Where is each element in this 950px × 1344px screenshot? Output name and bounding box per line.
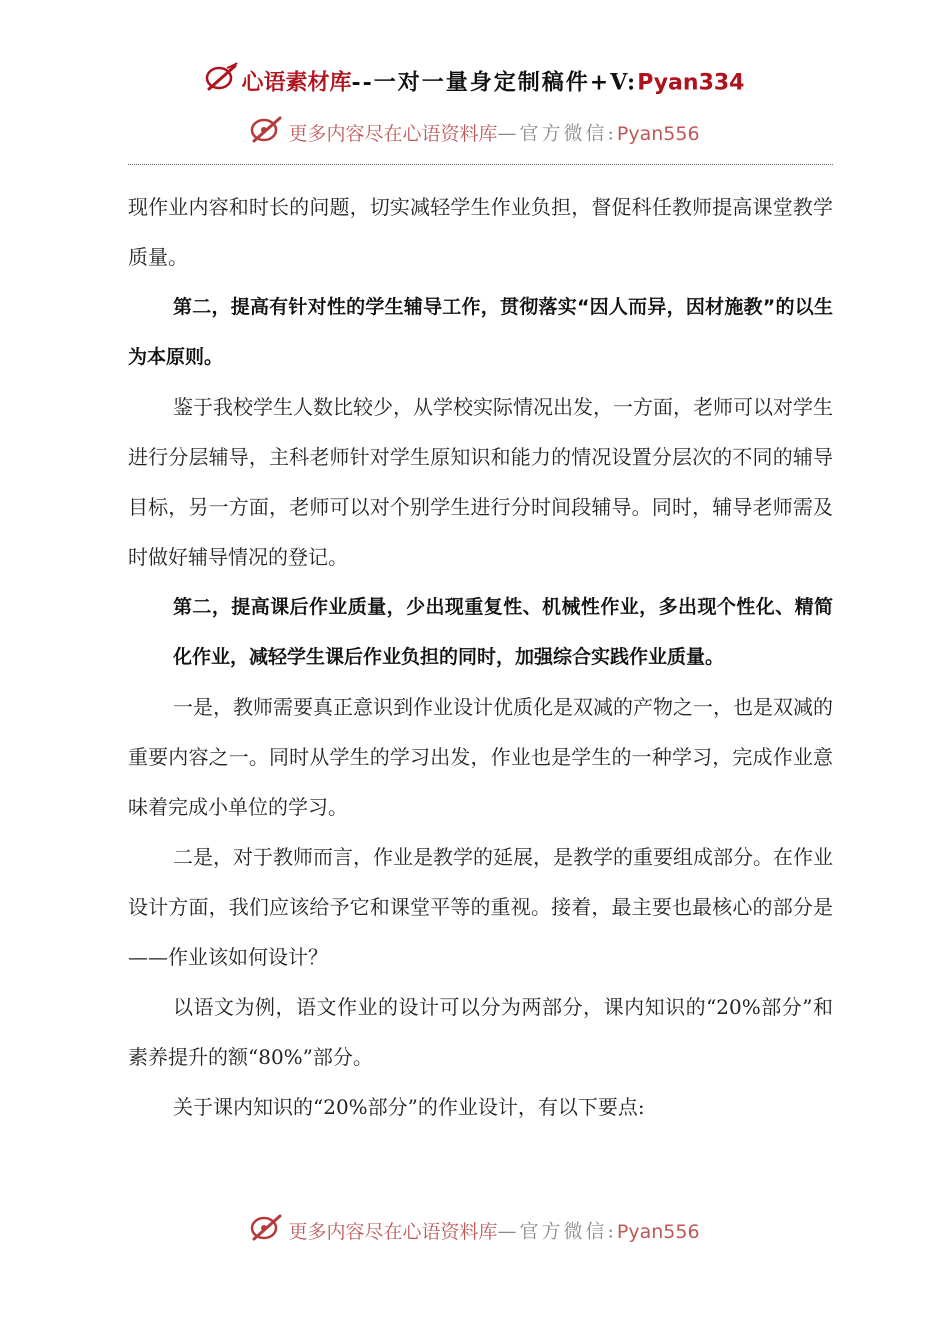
header-slogan: --一对一量身定制稿件+V:	[351, 69, 638, 96]
quill-logo-icon	[250, 114, 284, 155]
paragraph-3: 一是，教师需要真正意识到作业设计优质化是双减的产物之一，也是双减的重要内容之一。同时从学生的学习出发，作业也是学生的一种学习，完成作业意味着完成小单位的学习。	[128, 695, 833, 819]
document-body	[128, 182, 833, 1132]
banner-contact: —官方微信:	[497, 1220, 617, 1243]
header-wechat: Pyan334	[637, 70, 745, 96]
paragraph-2: 鉴于我校学生人数比较少，从学校实际情况出发，一方面，老师可以对学生进行分层辅导，主科老师针对学生原知识和能力的情况设置分层次的不同的辅导目标，另一方面，老师可以对个别学生进行分时间段辅导。同时，辅导老师需及时做好辅导情况的登记。	[128, 395, 833, 569]
paragraph-5: 以语文为例，语文作业的设计可以分为两部分，课内知识的“20%部分”和素养提升的额“80%”部分。	[128, 995, 833, 1069]
banner-wechat: Pyan556	[616, 1220, 700, 1243]
paragraph-1: 现作业内容和时长的问题，切实减轻学生作业负担，督促科任教师提高课堂教学质量。	[128, 195, 833, 269]
banner-text: 更多内容尽在心语资料库	[288, 1220, 498, 1243]
heading-1: 第二，提高有针对性的学生辅导工作，贯彻落实“因人而异，因材施教”的以生为本原则。	[128, 296, 833, 368]
header-brand: 心语素材库	[241, 69, 352, 96]
bottom-banner	[0, 1212, 950, 1246]
top-banner	[0, 114, 950, 148]
banner-text: 更多内容尽在心语资料库	[288, 122, 498, 145]
heading-2: 第二，提高课后作业质量，少出现重复性、机械性作业，多出现个性化、精简化作业，减轻学生课后作业负担的同时，加强综合实践作业质量。	[173, 596, 833, 668]
paragraph-4: 二是，对于教师而言，作业是教学的延展，是教学的重要组成部分。在作业设计方面，我们应该给予它和课堂平等的重视。接着，最主要也最核心的部分是——作业该如何设计？	[128, 845, 833, 969]
quill-logo-icon	[250, 1212, 284, 1253]
banner-contact: —官方微信:	[497, 122, 617, 145]
quill-logo-icon	[205, 62, 239, 105]
header-top	[0, 62, 950, 102]
header-divider	[128, 164, 833, 165]
paragraph-6: 关于课内知识的“20%部分”的作业设计，有以下要点:	[173, 1095, 645, 1119]
banner-wechat: Pyan556	[616, 122, 700, 145]
